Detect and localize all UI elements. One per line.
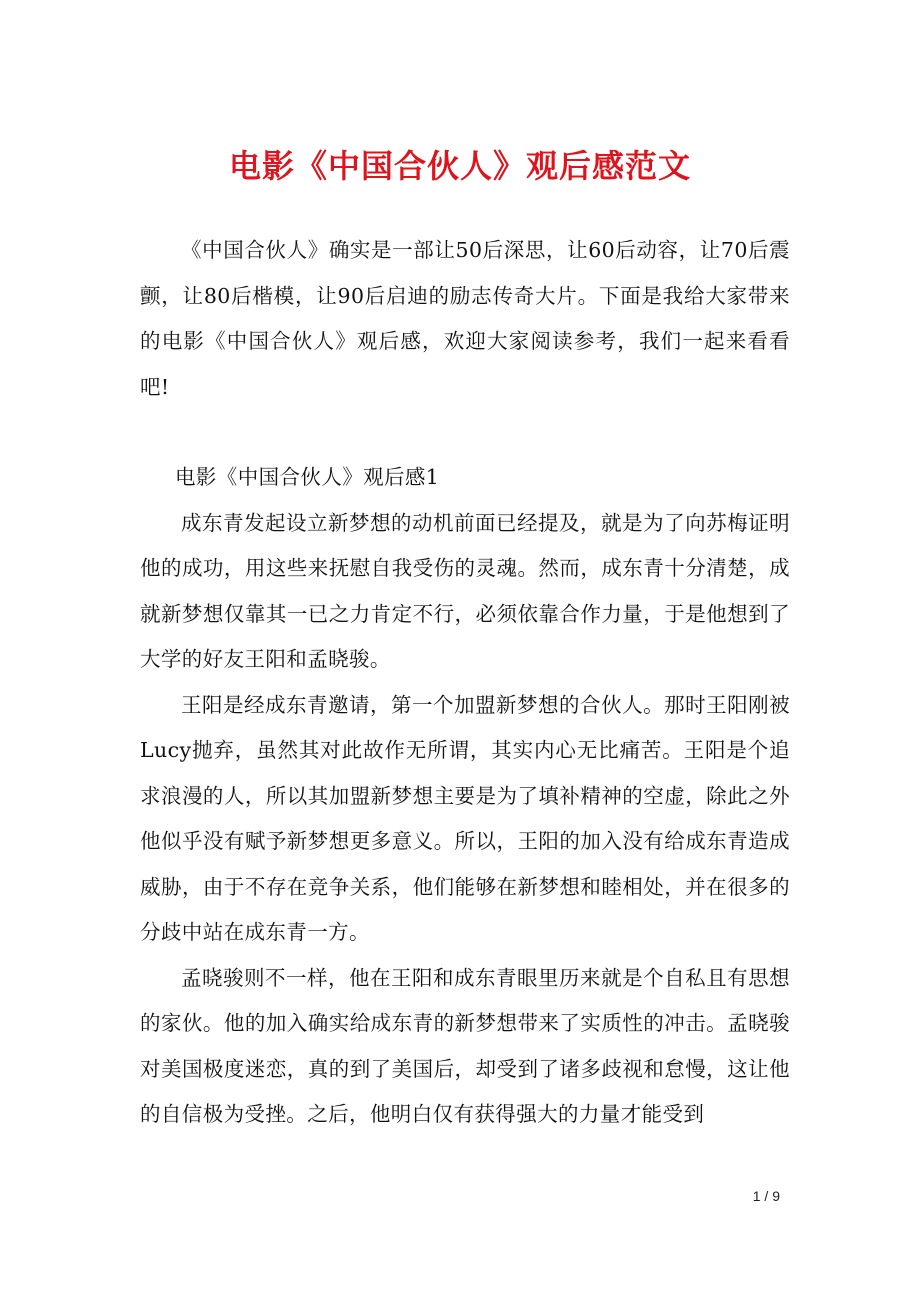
body-paragraph: 成东青发起设立新梦想的动机前面已经提及，就是为了向苏梅证明他的成功，用这些来抚慰自我受伤的灵魂。然而，成东青十分清楚，成就新梦想仅靠其一已之力肯定不行，必须依靠合作力量，于是他想到了大学的好友王阳和孟晓骏。 xyxy=(140,510,790,671)
document-body xyxy=(140,228,790,1138)
intro-paragraph: 《中国合伙人》确实是一部让50后深思，让60后动容，让70后震颤，让80后楷模，让90后启迪的励志传奇大片。下面是我给大家带来的电影《中国合伙人》观后感，欢迎大家阅读参考，我们一起来看看吧! xyxy=(140,238,790,399)
section-heading: 电影《中国合伙人》观后感1 xyxy=(175,465,440,489)
body-paragraph: 孟晓骏则不一样，他在王阳和成东青眼里历来就是个自私且有思想的家伙。他的加入确实给成东青的新梦想带来了实质性的冲击。孟晓骏对美国极度迷恋，真的到了美国后，却受到了诸多歧视和怠慢，这让他的自信极为受挫。之后，他明白仅有获得强大的力量才能受到 xyxy=(140,965,790,1126)
document-title: 电影《中国合伙人》观后感范文 xyxy=(228,147,691,185)
body-paragraph: 王阳是经成东青邀请，第一个加盟新梦想的合伙人。那时王阳刚被Lucy抛弃，虽然其对此故作无所谓，其实内心无比痛苦。王阳是个追求浪漫的人，所以其加盟新梦想主要是为了填补精神的空虚，除此之外他似乎没有赋予新梦想更多意义。所以，王阳的加入没有给成东青造成威胁，由于不存在竞争关系，他们能够在新梦想和睦相处，并在很多的分歧中站在成东青一方。 xyxy=(140,692,790,944)
page-number: 1 / 9 xyxy=(752,1188,780,1204)
